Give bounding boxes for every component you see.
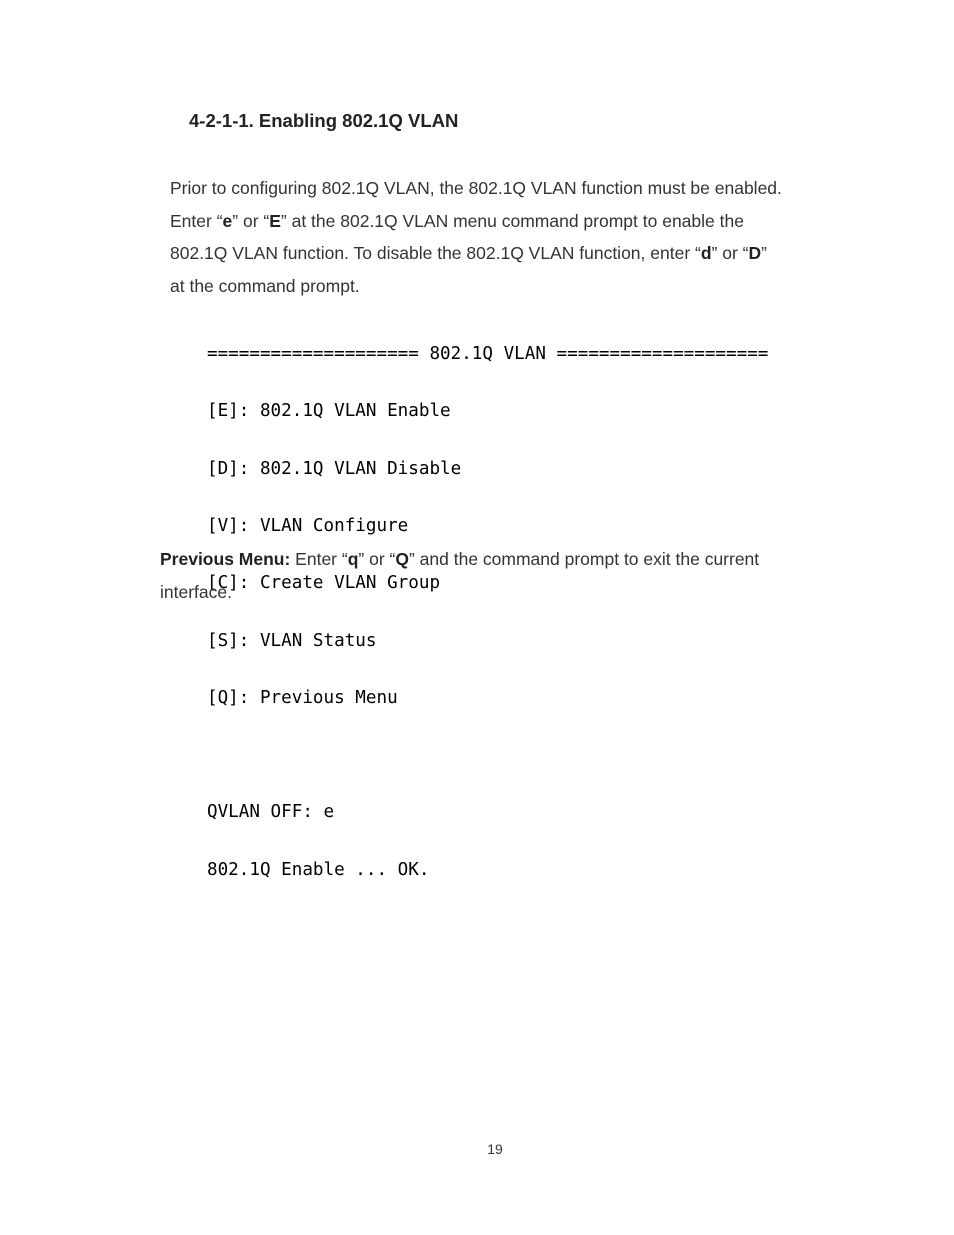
terminal-header: ==================== 802.1Q VLAN ==================== <box>207 344 769 365</box>
intro-line-1-text: Prior to configuring 802.1Q VLAN, the 802.1Q VLAN function must be enabled. <box>170 178 782 198</box>
terminal-result: 802.1Q Enable ... OK. <box>207 859 430 880</box>
key-D: D <box>748 243 762 263</box>
section-heading: 4-2-1-1. Enabling 802.1Q VLAN <box>189 110 459 131</box>
intro-line-1 <box>170 172 850 205</box>
menu-item-create-group: [C]: Create VLAN Group <box>207 573 441 594</box>
previous-menu-text-b: ” or “ <box>358 549 396 569</box>
intro-line-4 <box>170 270 850 303</box>
key-e: e <box>222 210 233 231</box>
menu-item-enable: [E]: 802.1Q VLAN Enable <box>207 401 451 422</box>
previous-menu-line-2-text: interface. <box>160 582 232 602</box>
intro-paragraph <box>170 172 850 302</box>
intro-line-4-text: at the command prompt. <box>170 275 360 296</box>
intro-line-2-text-b: ” or “ <box>232 210 270 231</box>
key-Q: Q <box>395 549 409 569</box>
menu-item-status: [S]: VLAN Status <box>207 630 377 651</box>
intro-line-2 <box>170 205 850 238</box>
menu-item-previous: [Q]: Previous Menu <box>207 687 398 708</box>
key-q: q <box>347 549 359 569</box>
key-E: E <box>269 210 281 231</box>
page-number: 19 <box>487 1141 503 1157</box>
intro-line-3 <box>170 237 850 270</box>
previous-menu-label: Previous Menu: <box>160 549 291 569</box>
menu-item-configure: [V]: VLAN Configure <box>207 516 409 537</box>
previous-menu-line-2 <box>160 573 860 609</box>
terminal-blank-line <box>207 746 768 765</box>
intro-line-3-text-b: ” or “ <box>711 243 749 263</box>
intro-line-2-text-a: Enter “ <box>170 210 223 231</box>
key-d: d <box>700 243 712 263</box>
intro-line-3-text-a: 802.1Q VLAN function. To disable the 802.1Q VLAN function, enter “ <box>170 243 701 263</box>
intro-line-3-text-c: ” <box>761 243 767 263</box>
previous-menu-text-c: ” and the command prompt to exit the current <box>408 549 760 569</box>
previous-menu-text-a: Enter “ <box>290 549 348 569</box>
previous-menu-paragraph <box>160 543 860 609</box>
previous-menu-line-1 <box>160 543 860 576</box>
terminal-prompt: QVLAN OFF: e <box>207 802 335 823</box>
intro-line-2-text-c: ” at the 802.1Q VLAN menu command prompt to enable the <box>280 210 744 231</box>
menu-item-disable: [D]: 802.1Q VLAN Disable <box>207 458 462 479</box>
